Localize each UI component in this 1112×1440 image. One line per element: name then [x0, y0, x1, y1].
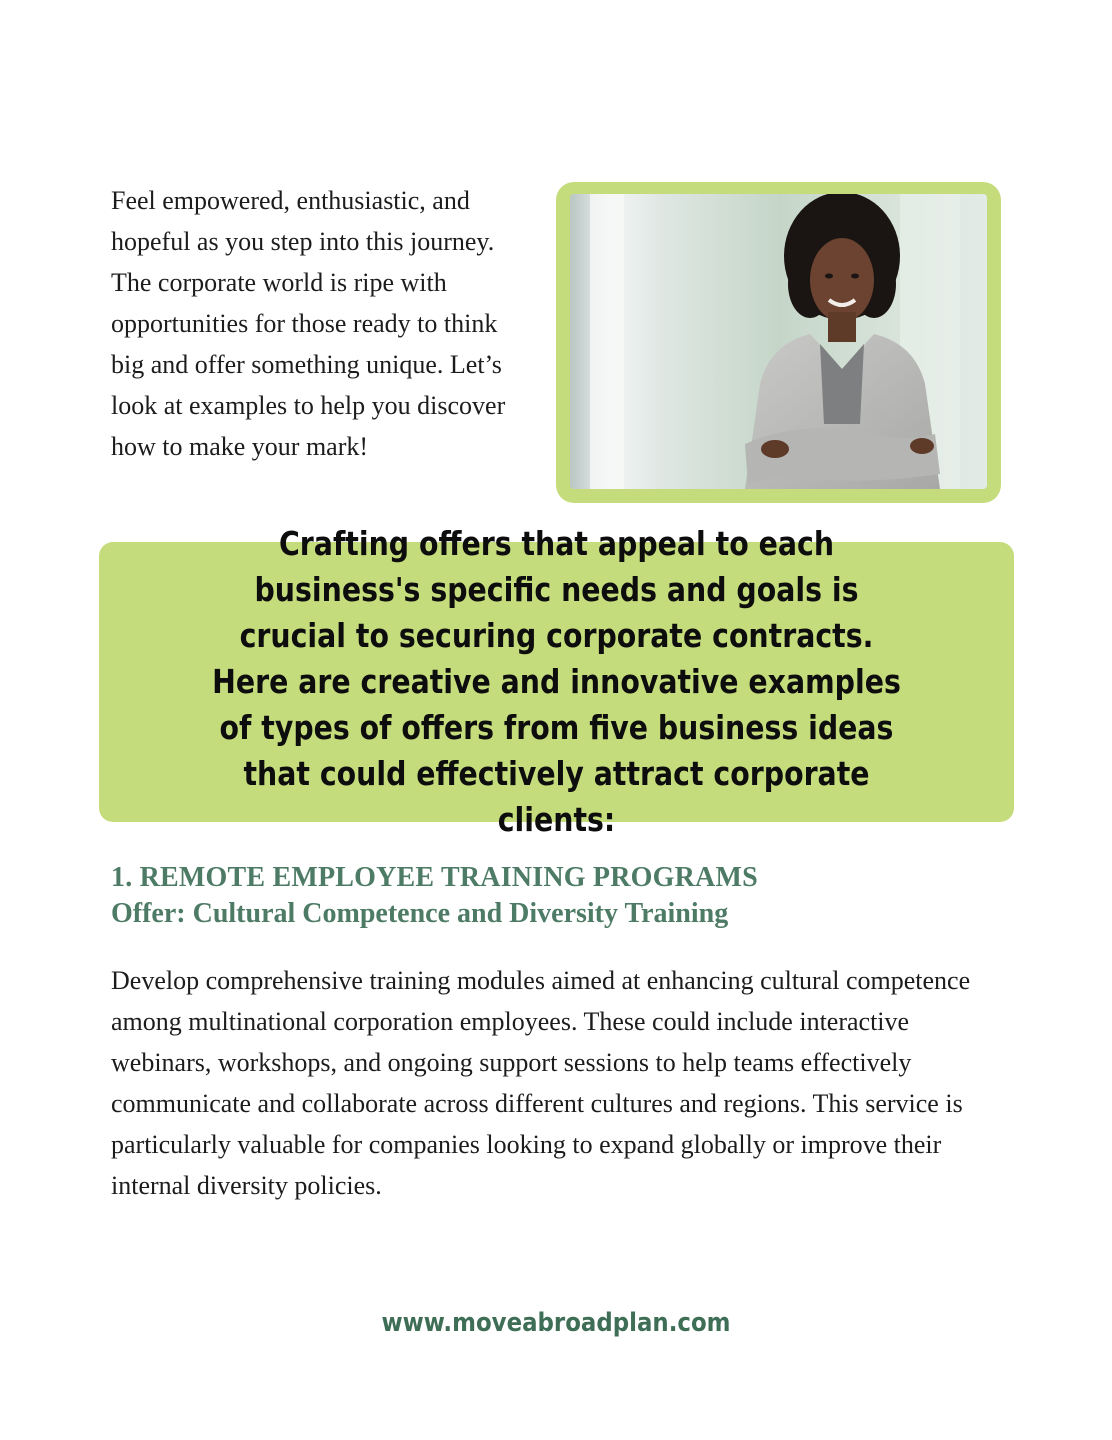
offer-subtitle: Offer: Cultural Competence and Diversity Training: [111, 898, 729, 929]
program-title: 1. REMOTE EMPLOYEE TRAINING PROGRAMS: [111, 862, 758, 893]
professional-woman-photo: [570, 194, 987, 489]
section-body: Develop comprehensive training modules aimed at enhancing cultural competence among multinational corporation employees. These could include interactive webinars, workshops, and ongoing support sessions to help teams effectively communicate and collaborate across different cultures and regions. This service is particularly valuable for companies looking to expand globally or improve their internal diversity policies.: [111, 966, 971, 1200]
photo-frame: [556, 182, 1001, 503]
footer-website-link[interactable]: www.moveabroadplan.com: [381, 1308, 731, 1338]
woman-illustration: [570, 194, 987, 489]
callout-text: Crafting offers that appeal to each business's specific needs and goals is crucial to securing corporate contracts. Here are creative and innovative examples of types of offers from five business ideas that could effectively attract corporate clients:: [212, 524, 901, 839]
section-heading: [111, 860, 1011, 932]
callout-box: [99, 524, 1014, 839]
intro-paragraph: Feel empowered, enthusiastic, and hopeful as you step into this journey. The corporate world is ripe with opportunities for those ready to think big and offer something unique. Let’s look at examples to help you discover how to make your mark!: [111, 186, 506, 461]
